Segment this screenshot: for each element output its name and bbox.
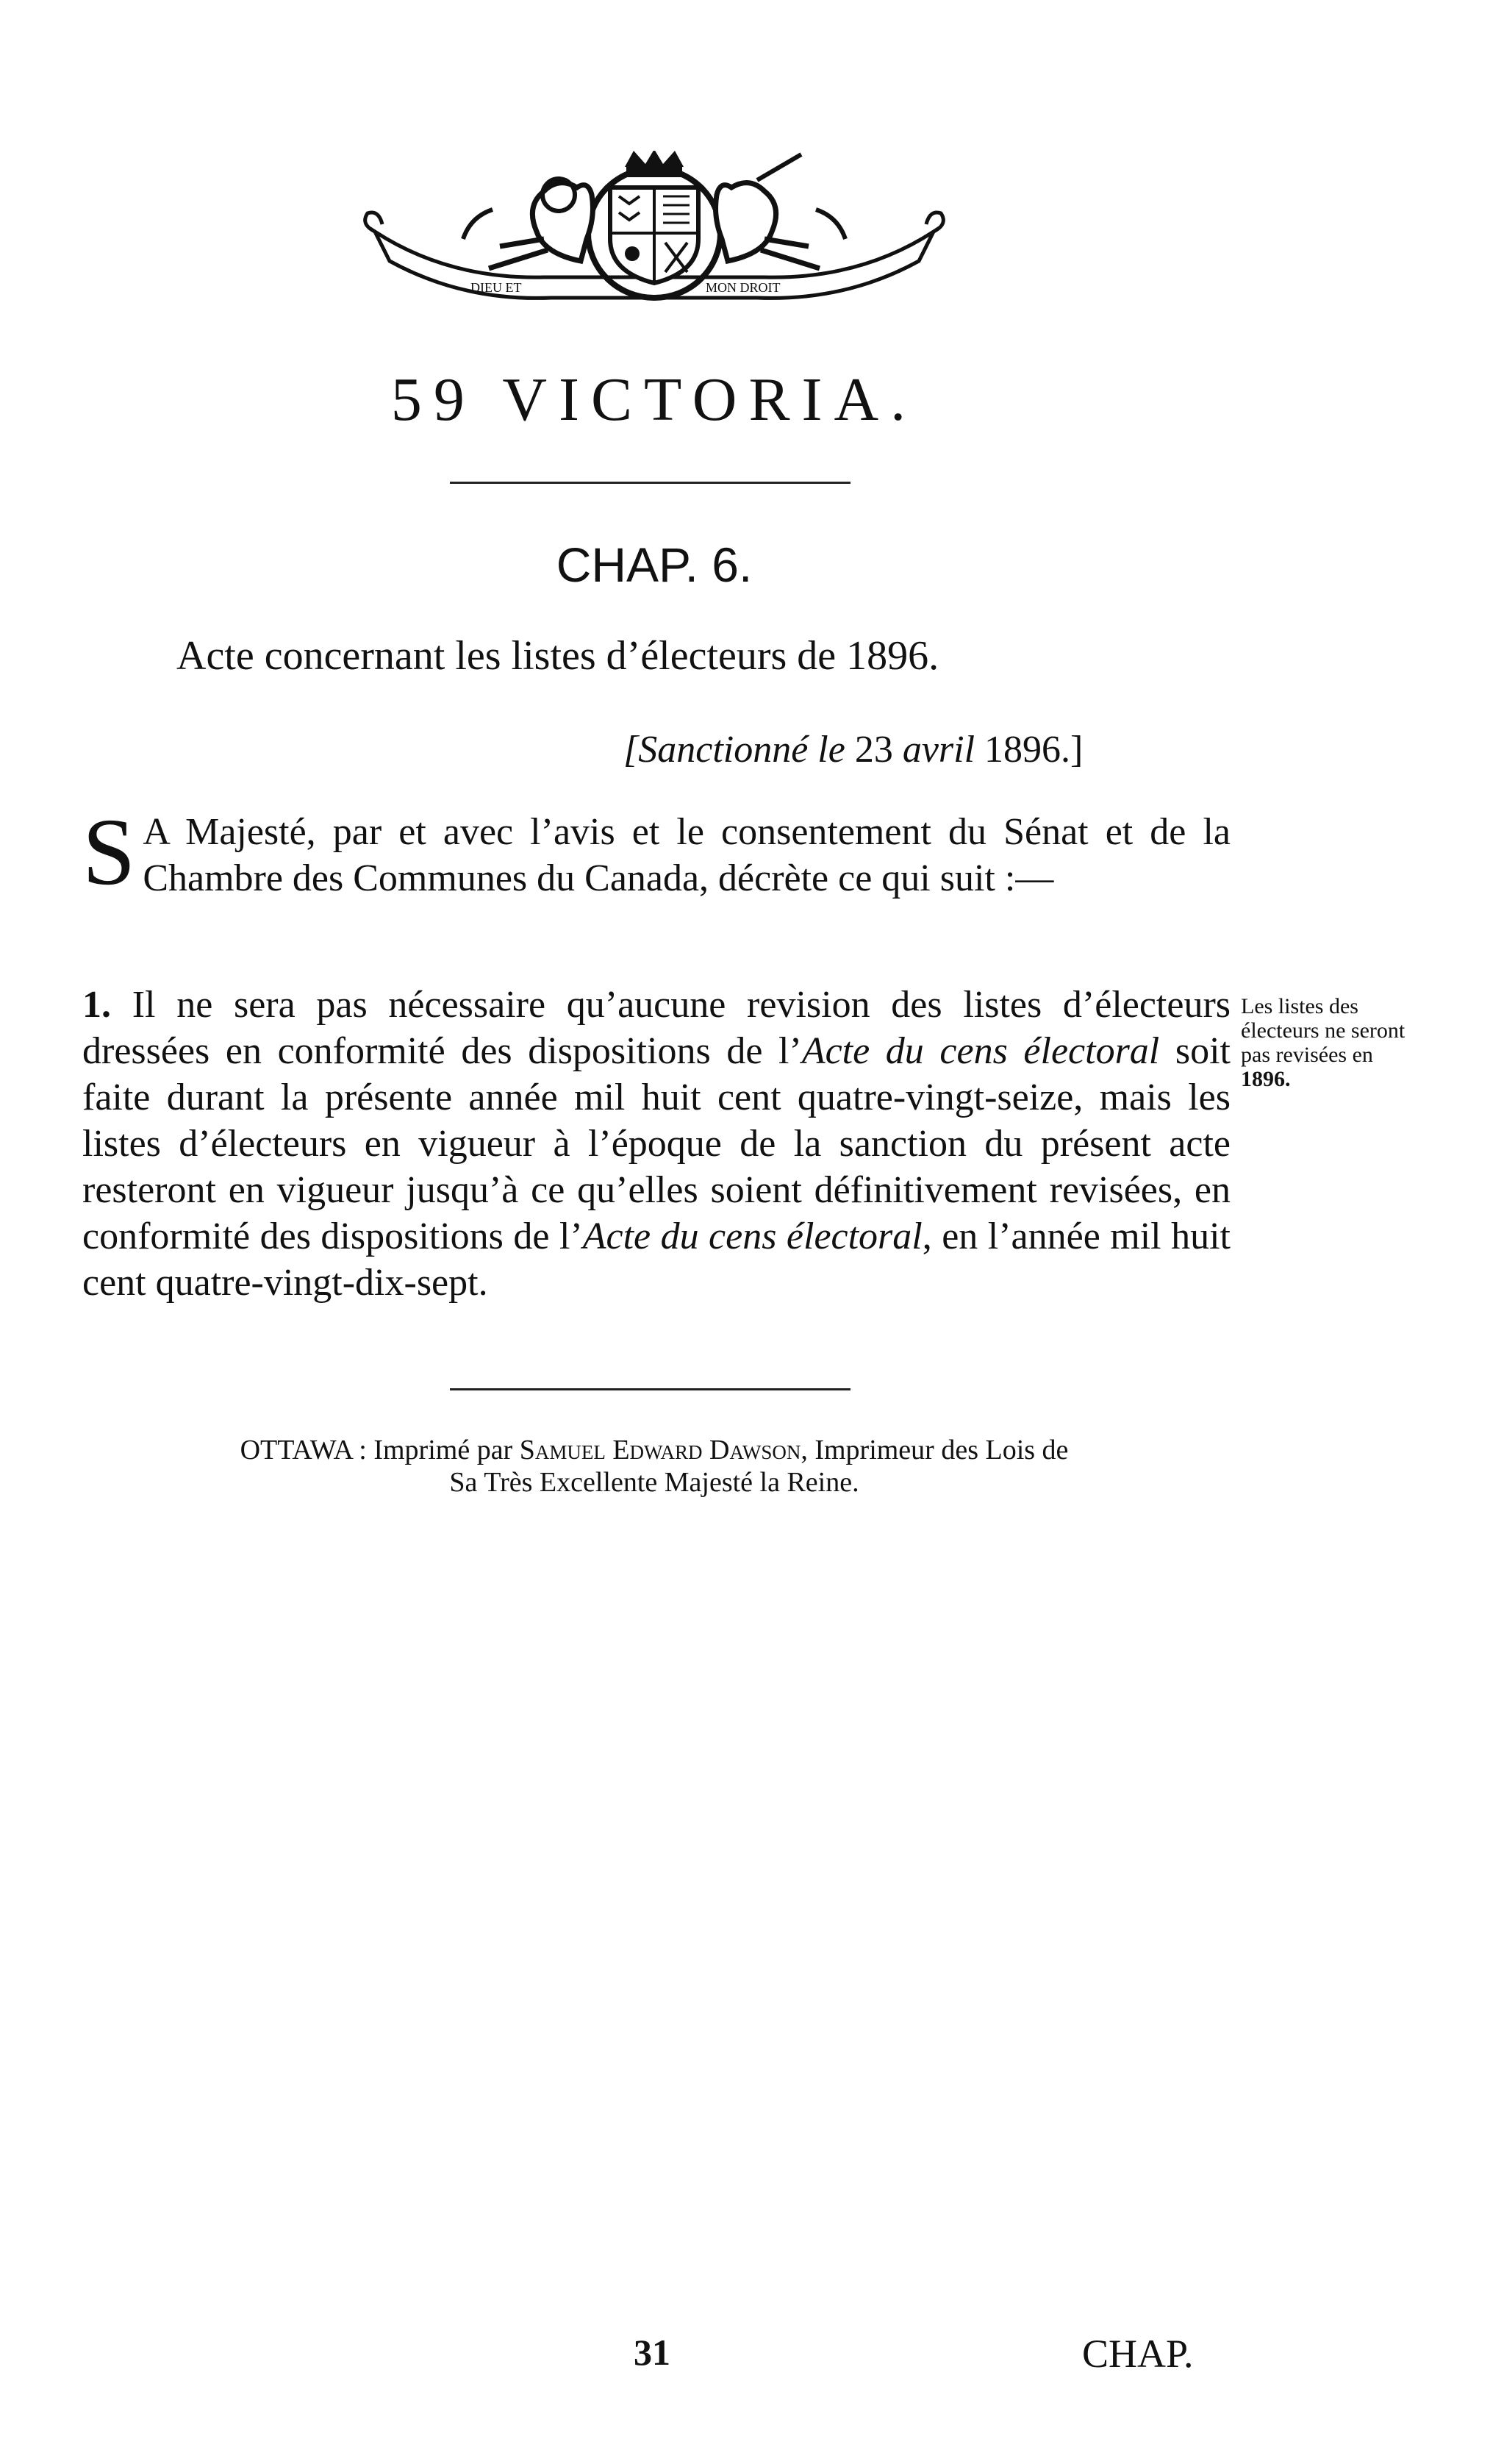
sanction-year: 1896.] xyxy=(984,729,1084,771)
divider-bottom xyxy=(450,1388,851,1390)
section-text-c: , en l’année mil huit cent quatre-vingt-dix-sept. xyxy=(82,1215,1231,1304)
imprint-printer-name: Samuel Edward Dawson xyxy=(519,1435,801,1465)
imprint-city: OTTAWA : xyxy=(240,1435,367,1465)
catchword: CHAP. xyxy=(1082,2332,1194,2376)
section-text-a: Il ne sera pas nécessaire qu’aucune revision des listes d’électeurs dressées en conformité des dispositions de l’ xyxy=(82,984,1231,1072)
enacting-clause-text: A Majesté, par et avec l’avis et le consentement du Sénat et de la Chambre des Communes du Canada, décrète ce qui suit :— xyxy=(143,811,1231,899)
drop-cap: S xyxy=(82,799,136,905)
sanction-month: avril xyxy=(902,729,975,771)
chapter-label: CHAP. 6. xyxy=(556,538,753,592)
imprint-line2: Sa Très Excellente Majesté la Reine. xyxy=(449,1467,859,1498)
sanction-day: 23 xyxy=(854,729,893,771)
section-1 xyxy=(82,982,1231,1306)
printer-imprint xyxy=(74,1434,1235,1499)
motto-left: DIEU ET xyxy=(470,280,522,295)
marginal-note-text: Les listes des électeurs ne seront pas revisées en xyxy=(1241,994,1405,1067)
sanction-prefix: [Sanctionné le xyxy=(623,729,845,771)
section-number: 1. xyxy=(82,984,111,1026)
marginal-note xyxy=(1241,994,1421,1091)
royal-coat-of-arms-icon xyxy=(360,151,948,309)
imprint-printed-by: Imprimé par xyxy=(373,1435,513,1465)
sanction-date xyxy=(623,728,1083,771)
section-text-b: soit faite durant la présente année mil huit cent quatre-vingt-seize, mais les listes d’électeurs en vigueur à l’époque de la sanction du présent acte resteront en vigueur jusqu’à ce qu’elles soient définitivement revisées, en conformité des dispositions de l’ xyxy=(82,1030,1231,1257)
motto-right: MON DROIT xyxy=(706,280,781,295)
divider-top xyxy=(450,482,851,484)
act-title: Acte concernant les listes d’électeurs de 1896. xyxy=(176,633,939,679)
section-italic-b: Acte du cens électoral xyxy=(582,1215,923,1257)
page-number: 31 xyxy=(634,2332,670,2373)
section-italic-a: Acte du cens électoral xyxy=(801,1030,1160,1072)
imprint-line1-end: , Imprimeur des Lois de xyxy=(801,1435,1069,1465)
enacting-clause xyxy=(82,799,1231,905)
regnal-year-title: 59 VICTORIA. xyxy=(390,365,918,434)
marginal-note-year: 1896. xyxy=(1241,1067,1291,1091)
